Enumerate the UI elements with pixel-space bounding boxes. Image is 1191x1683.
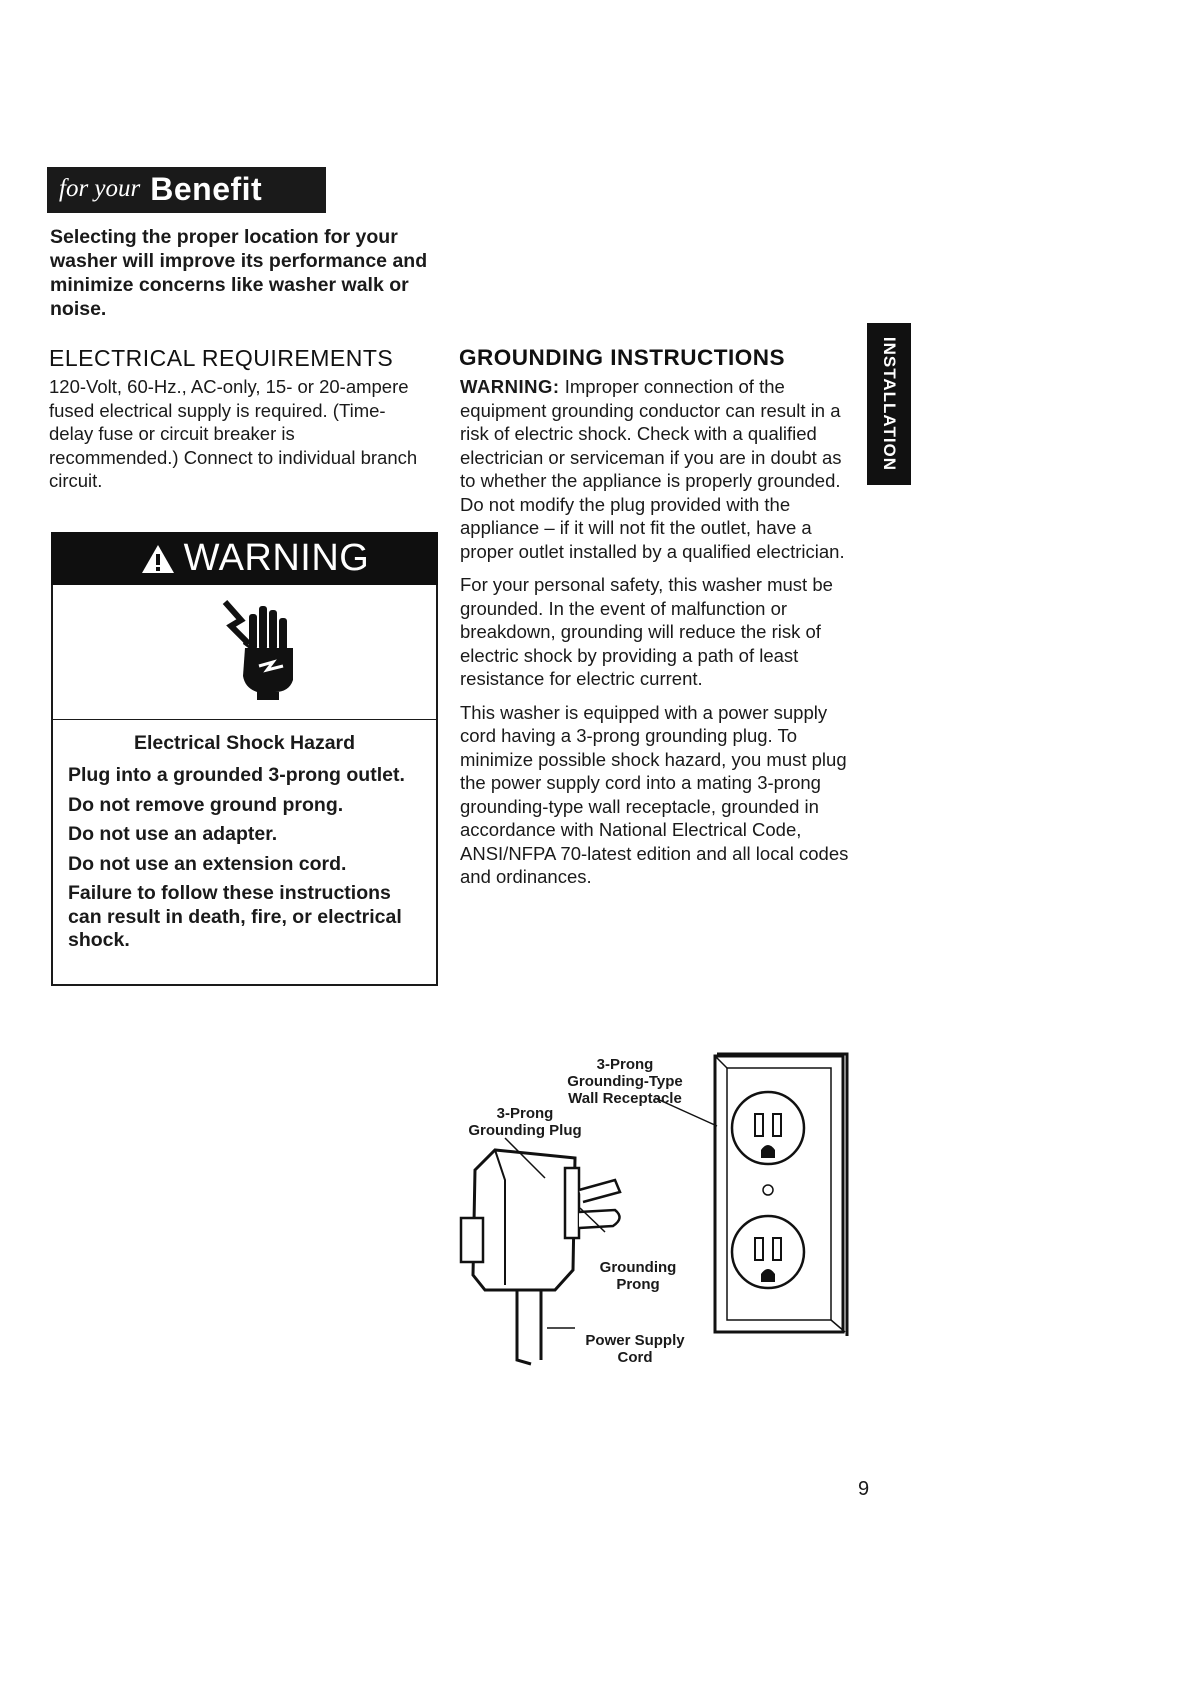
warning-header (51, 532, 438, 585)
warning-label: WARNING (183, 537, 370, 579)
banner-underline (47, 211, 326, 213)
intro-text: Selecting the proper location for your washer will improve its performance and minimize concerns like washer walk or noise. (50, 226, 428, 320)
grounding-paragraph-3: This washer is equipped with a power supply cord having a 3-prong grounding plug. To minimize possible shock hazard, you must plug the power supply cord into a mating 3-prong grounding-type wall receptacle, grounded in accordance with National Electrical Code, ANSI/NFPA 70-latest edition and all local codes and ordinances. (460, 701, 849, 887)
warning-box (51, 532, 438, 986)
receptacle-label-line-2: Grounding-Type (567, 1073, 683, 1090)
hazard-title: Electrical Shock Hazard (133, 732, 356, 754)
warning-item: Do not remove ground prong. (68, 793, 344, 816)
warning-list (68, 764, 428, 959)
cord-label-line-2: Cord (617, 1349, 653, 1366)
side-tab-label: INSTALLATION (880, 336, 900, 472)
plug-label-line-1: 3-Prong (496, 1105, 554, 1122)
warning-item: Do not use an extension cord. (68, 852, 347, 875)
receptacle-label-line-1: 3-Prong (596, 1056, 654, 1073)
banner-small-text: for your (59, 175, 141, 202)
page-number: 9 (858, 1478, 870, 1500)
warning-item: Do not use an adapter. (68, 823, 278, 845)
warning-triangle-icon (140, 543, 176, 575)
warning-divider (53, 719, 436, 720)
cord-label-line-1: Power Supply (585, 1332, 685, 1349)
electrical-requirements-heading: ELECTRICAL REQUIREMENTS (49, 345, 394, 371)
prong-label-line-1: Grounding (599, 1259, 677, 1276)
grounding-paragraph-1-text: Improper connection of the equipment grounding conductor can result in a risk of electric shock. Check with a qualified electrician or serviceman if you are in doubt as to whether the appliance is properly grounded. Do not modify the plug provided with the appliance – if it will not fit the outlet, have a proper outlet installed by a qualified electrician. (460, 376, 845, 562)
grounding-paragraph-1 (460, 375, 860, 563)
grounding-instructions-heading: GROUNDING INSTRUCTIONS (459, 345, 785, 370)
plug-receptacle-diagram (455, 1040, 875, 1380)
grounding-instructions-text (460, 375, 860, 899)
wall-receptacle-illustration (715, 1054, 847, 1336)
warning-item: Plug into a grounded 3-prong outlet. (68, 764, 405, 786)
electrical-requirements-text: 120-Volt, 60-Hz., AC-only, 15- or 20-ampere fused electrical supply is required. (Time-delay fuse or circuit breaker is recommended.) Connect to individual branch circuit. (49, 376, 418, 491)
electric-shock-hand-icon (193, 592, 313, 702)
prong-label-line-2: Prong (616, 1276, 660, 1293)
plug-label-line-2: Grounding Plug (468, 1122, 582, 1139)
warning-item: Failure to follow these instructions can result in death, fire, or electrical shock. (68, 882, 402, 951)
grounding-paragraph-2: For your personal safety, this washer must be grounded. In the event of malfunction or breakdown, grounding will reduce the risk of electric shock by providing a path of least resistance for electric current. (460, 574, 833, 689)
banner-big-text: Benefit (150, 170, 263, 207)
receptacle-label-line-3: Wall Receptacle (568, 1090, 682, 1107)
installation-side-tab (867, 323, 911, 485)
grounding-warning-lead: WARNING: (460, 376, 560, 397)
for-your-benefit-banner (47, 167, 326, 211)
